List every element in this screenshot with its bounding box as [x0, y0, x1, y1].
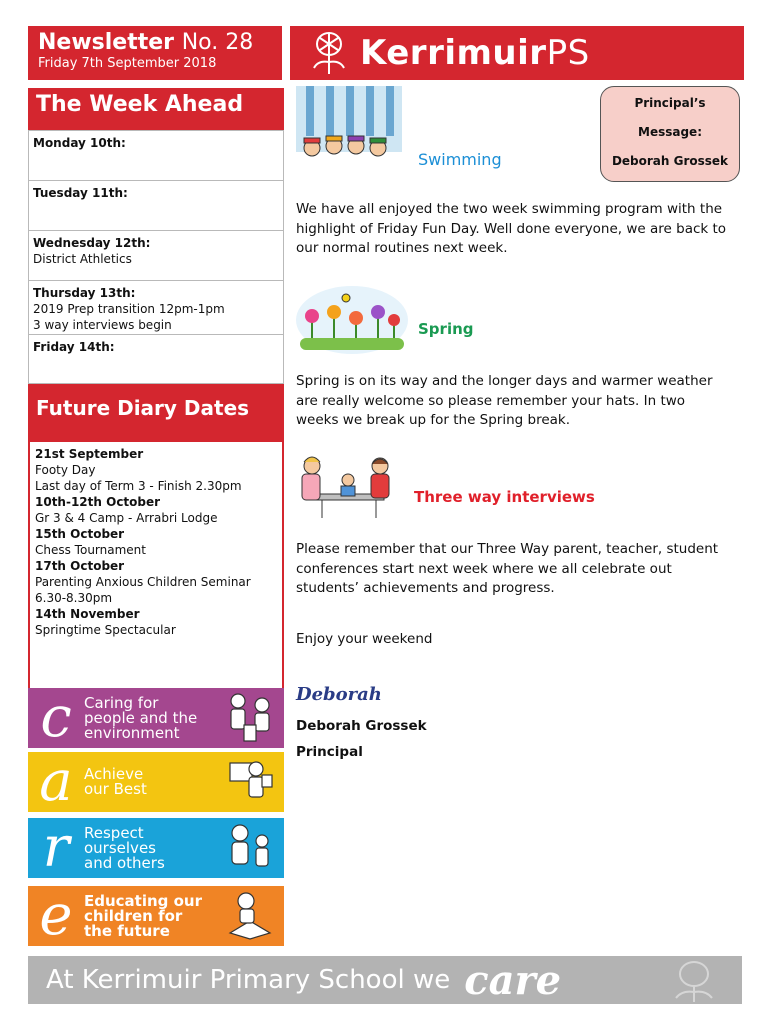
day-entry: Friday 14th: — [33, 340, 115, 354]
three-way-interview-image — [294, 454, 404, 520]
week-ahead-list — [28, 130, 284, 384]
waratah-logo-icon — [308, 30, 350, 76]
footer-text: At Kerrimuir Primary School we — [46, 965, 451, 995]
day-entry: Monday 10th: — [29, 131, 283, 181]
newsletter-header — [28, 26, 282, 80]
care-letter: a — [39, 749, 73, 814]
care-words: Caring for people and the environment — [84, 693, 198, 742]
care-letter: e — [39, 883, 73, 948]
care-bar-caring — [28, 685, 284, 750]
diary-entry: 17th October Parenting Anxious Children Seminar 6.30-8.30pm — [35, 559, 251, 605]
interviews-paragraph: Please remember that our Three Way parent, teacher, student conferences start next week where we all celebrate out students’ achievements and progress. — [296, 541, 719, 596]
care-bar-educating — [28, 883, 284, 948]
waratah-watermark-icon — [664, 958, 724, 1002]
diary-entry: 10th-12th October Gr 3 & 4 Camp - Arrabri Lodge — [35, 495, 218, 525]
swimming-children-image — [296, 86, 402, 182]
care-letter: r — [42, 815, 70, 880]
care-words: Achieve our Best — [84, 765, 147, 798]
diary-entry: 15th October Chess Tournament — [35, 527, 146, 557]
diary-entry: 14th November Springtime Spectacular — [35, 607, 176, 637]
swimming-paragraph: We have all enjoyed the two week swimming program with the highlight of Friday Fun Day. Well done everyone, we are back to our normal routines next week. — [296, 201, 727, 256]
spring-heading: Spring — [418, 320, 474, 338]
principal-box-name: Deborah Grossek — [611, 154, 729, 168]
care-words: Educating our children for the future — [84, 891, 203, 940]
principal-box-line: Principal’s — [634, 96, 706, 110]
signature-name: Deborah Grossek — [296, 718, 427, 734]
care-letter: c — [40, 685, 72, 750]
day-entry: Wednesday 12th: District Athletics — [29, 231, 283, 281]
care-bar-achieve — [28, 749, 284, 814]
day-entry: Tuesday 11th: — [29, 181, 283, 231]
care-words: Respect ourselves and others — [84, 823, 165, 872]
care-bar-respect — [28, 815, 284, 880]
spring-paragraph: Spring is on its way and the longer days and warmer weather are really welcome so please remember your hats. In two weeks we break up for the Spring break. — [296, 373, 713, 428]
newsletter-date: Friday 7th September 2018 — [38, 56, 217, 71]
closing-line: Enjoy your weekend — [296, 631, 433, 647]
signature-role: Principal — [296, 744, 363, 760]
child-reading-icon — [224, 889, 276, 943]
footer-care-word: care — [464, 956, 562, 1004]
children-together-icon — [224, 821, 276, 875]
child-with-certificate-icon — [224, 755, 276, 809]
newsletter-title: Newsletter No. 28 — [38, 30, 254, 55]
principal-message-box — [600, 86, 740, 182]
swimming-heading: Swimming — [418, 150, 502, 169]
diary-list — [28, 440, 284, 690]
spring-flowers-image — [294, 284, 410, 356]
principal-box-line: Message: — [638, 125, 702, 139]
handwritten-signature: Deborah — [296, 684, 382, 705]
footer-banner — [28, 956, 742, 1004]
future-diary-title: Future Diary Dates — [28, 384, 284, 440]
interviews-heading: Three way interviews — [414, 488, 595, 506]
children-recycling-icon — [224, 691, 276, 745]
school-name: KerrimuirPS — [360, 33, 590, 73]
school-banner — [290, 26, 744, 80]
week-ahead-title: The Week Ahead — [28, 88, 284, 130]
day-entry: Thursday 13th: 2019 Prep transition 12pm-1pm 3 way interviews begin — [29, 281, 283, 335]
diary-entry: 21st September Footy Day Last day of Term 3 - Finish 2.30pm — [35, 447, 242, 493]
